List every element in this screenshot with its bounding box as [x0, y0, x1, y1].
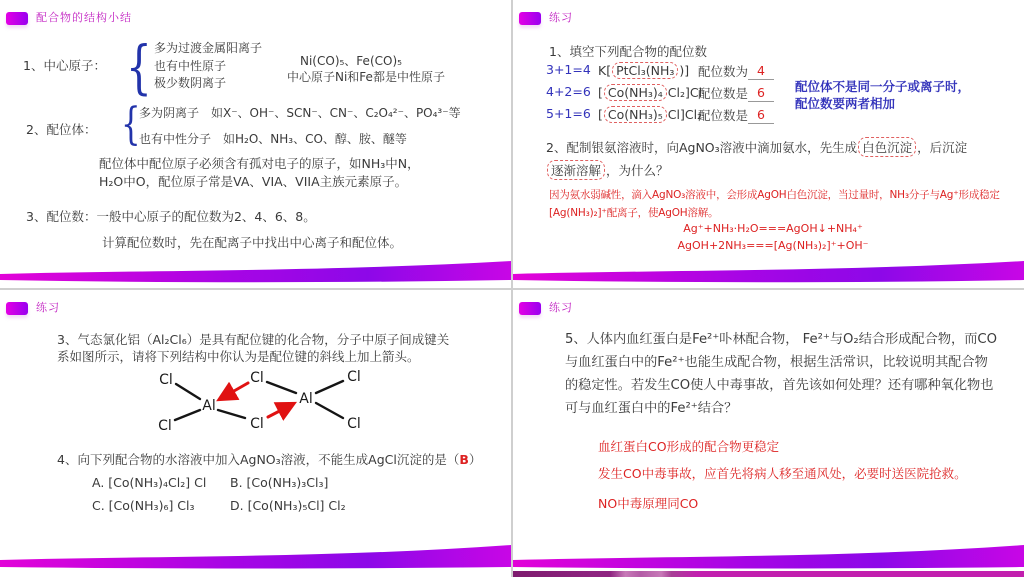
- question1-heading: 1、填空下列配合物的配位数: [549, 44, 707, 59]
- q2-text: ，为什么？: [606, 163, 669, 178]
- question5-line: 的稳定性。若发生CO使人中毒事故，首先该如何处理？还有哪种氧化物也: [565, 378, 994, 393]
- q2-text: 2、配制银氨溶液时，向AgNO₃溶液中滴加氨水，先生成: [546, 140, 858, 155]
- atom-label-al: Al: [299, 391, 313, 407]
- formula-suffix: Cl₂]Cl: [667, 85, 703, 100]
- slide-structure-summary[interactable]: [0, 0, 511, 288]
- slide-exercise-2[interactable]: [0, 290, 511, 571]
- slide-exercise-1[interactable]: [513, 0, 1024, 288]
- question5-line: 与血红蛋白中的Fe²⁺也能生成配合物，根据生活常识，比较说明其配合物: [565, 355, 988, 370]
- option-c: C. [Co(NH₃)₆] Cl₃: [92, 498, 195, 513]
- coordination-label: [698, 62, 774, 80]
- boxed-phrase: 白色沉淀: [858, 137, 916, 157]
- answer-blank: 6: [748, 108, 774, 124]
- option-a: A. [Co(NH₃)₄Cl₂] Cl: [92, 475, 207, 490]
- central-atom-line: 多为过渡金属阳离子: [154, 41, 263, 55]
- ligand-label: 2、配位体：: [26, 122, 97, 137]
- atom-labels: [158, 369, 361, 434]
- slide-title-tab: [519, 12, 541, 25]
- atom-label-cl: Cl: [347, 416, 361, 432]
- q4-answer: B: [459, 452, 469, 467]
- answer-line-1: 血红蛋白CO形成的配合物更稳定: [598, 439, 780, 454]
- example-note: 中心原子Ni和Fe都是中性原子: [287, 70, 445, 84]
- footer-wave-decoration: [0, 544, 511, 570]
- question3-line2: 系如图所示，请将下列结构中你认为是配位键的斜线上加上箭头。: [57, 349, 420, 364]
- answer-explanation-line2: [Ag(NH₃)₂]⁺配离子，使AgOH溶解。: [549, 207, 719, 219]
- ligand-paragraph-line2: H₂O中O，配位原子常是VA、VIA、VIIA主族元素原子。: [99, 174, 408, 189]
- slide-title-tab: [519, 302, 541, 315]
- q4-text: ）: [468, 452, 482, 467]
- q2-text: ，后沉淀: [917, 140, 968, 155]
- question2-line1: [546, 137, 967, 157]
- central-atom-label: 1、中心原子：: [23, 58, 106, 73]
- formula-prefix: [: [598, 107, 603, 122]
- label-text: 配位数为: [698, 64, 749, 79]
- side-note-line2: 配位数要两者相加: [795, 96, 896, 111]
- al2cl6-structure-diagram: [146, 366, 374, 446]
- atom-label-al: Al: [202, 398, 216, 414]
- atom-label-cl: Cl: [250, 370, 264, 386]
- question4-line: [57, 450, 481, 468]
- complex-formula: [598, 106, 702, 123]
- answer-line-3: NO中毒原理同CO: [598, 496, 699, 511]
- answer-blank: 6: [748, 86, 774, 102]
- answer-explanation-line1: 因为氨水弱碱性，滴入AgNO₃溶液中，会形成AgOH白色沉淀，当过量时，NH₃分子与Ag⁺形成稳定: [549, 189, 1000, 201]
- coordination-number-line: 3、配位数：一般中心原子的配位数为2、4、6、8。: [26, 209, 316, 224]
- complex-formula: [598, 62, 689, 79]
- central-atom-line: 极少数阴离子: [154, 76, 227, 90]
- atom-label-cl: Cl: [159, 372, 173, 388]
- formula-suffix: Cl]Cl₂: [667, 107, 703, 122]
- footer-wave-decoration: [513, 544, 1024, 570]
- question5-line: 可与血红蛋白中的Fe²⁺结合？: [565, 401, 738, 416]
- chemical-equation-1: Ag⁺+NH₃·H₂O===AgOH↓+NH₄⁺: [683, 222, 863, 235]
- formula-prefix: K[: [598, 63, 612, 78]
- boxed-phrase: 逐渐溶解: [547, 160, 605, 180]
- slide-title: 配合物的结构小结: [36, 11, 132, 24]
- slide-title: 练习: [549, 301, 573, 314]
- slide-title-tab: [6, 302, 28, 315]
- boxed-ligands: Co(NH₃)₅: [604, 106, 667, 123]
- question5-paragraph: [565, 328, 997, 420]
- fill-in-row: [546, 106, 1016, 128]
- central-atom-lines: [154, 40, 262, 93]
- slide-title: 练习: [549, 11, 573, 24]
- atom-label-cl: Cl: [347, 369, 361, 385]
- answer-blank: 4: [748, 64, 774, 80]
- slide-title: 练习: [36, 301, 60, 314]
- sum-hint: 4+2=6: [546, 84, 591, 99]
- central-atom-line: 也有中性原子: [154, 58, 227, 73]
- calc-hint-line: 计算配位数时，先在配离子中找出中心离子和配位体。: [102, 235, 403, 250]
- bond-lines: [175, 381, 343, 420]
- atom-label-cl: Cl: [158, 418, 172, 434]
- option-b: B. [Co(NH₃)₃Cl₃]: [230, 475, 329, 490]
- next-slide-peek-strip: [513, 571, 1024, 577]
- slide-title-tab: [6, 12, 28, 25]
- example-formulas: Ni(CO)₅、Fe(CO)₅: [300, 54, 402, 68]
- ligand-line-anions: 多为阴离子 如X⁻、OH⁻、SCN⁻、CN⁻、C₂O₄²⁻、PO₄³⁻等: [139, 106, 461, 120]
- option-d: D. [Co(NH₃)₅Cl] Cl₂: [230, 498, 346, 513]
- question5-line: 5、人体内血红蛋白是Fe²⁺卟林配合物， Fe²⁺与O₂结合形成配合物，而CO: [565, 332, 997, 347]
- atom-label-cl: Cl: [250, 416, 264, 432]
- formula-prefix: [: [598, 85, 603, 100]
- footer-wave-decoration: [513, 259, 1024, 285]
- sum-hint: 5+1=6: [546, 106, 591, 121]
- label-text: 配位数是: [698, 108, 749, 123]
- footer-wave-decoration: [0, 259, 511, 285]
- slide-exercise-3[interactable]: [513, 290, 1024, 571]
- brace-decoration: {: [121, 99, 141, 150]
- brace-decoration: {: [126, 33, 152, 101]
- complex-formula: [598, 84, 702, 101]
- question2-line2: [546, 160, 669, 180]
- q4-text: 4、向下列配合物的水溶液中加入AgNO₃溶液，不能生成AgCl沉淀的是（: [57, 452, 460, 467]
- boxed-ligands: PtCl₃(NH₃: [612, 62, 678, 79]
- boxed-ligands: Co(NH₃)₄: [604, 84, 667, 101]
- fill-in-rows: [546, 62, 1016, 128]
- formula-suffix: )]: [679, 63, 690, 78]
- chemical-equation-2: AgOH+2NH₃===[Ag(NH₃)₂]⁺+OH⁻: [677, 239, 869, 252]
- answer-line-2: 发生CO中毒事故，应首先将病人移至通风处，必要时送医院抢救。: [598, 466, 967, 481]
- coordination-label: [698, 84, 774, 102]
- grid-divider-horizontal: [0, 288, 1024, 290]
- ligand-paragraph-line1: 配位体中配位原子必须含有孤对电子的原子，如NH₃中N，: [99, 156, 420, 171]
- question3-line1: 3、气态氯化铝（Al₂Cl₆）是具有配位键的化合物，分子中原子间成键关: [57, 332, 450, 347]
- ligand-line-neutral: 也有中性分子 如H₂O、NH₃、CO、醇、胺、醚等: [139, 132, 407, 146]
- label-text: 配位数是: [698, 86, 749, 101]
- side-note-line1: 配位体不是同一分子或离子时，: [795, 79, 971, 94]
- sum-hint: 3+1=4: [546, 62, 591, 77]
- coordination-label: [698, 106, 774, 124]
